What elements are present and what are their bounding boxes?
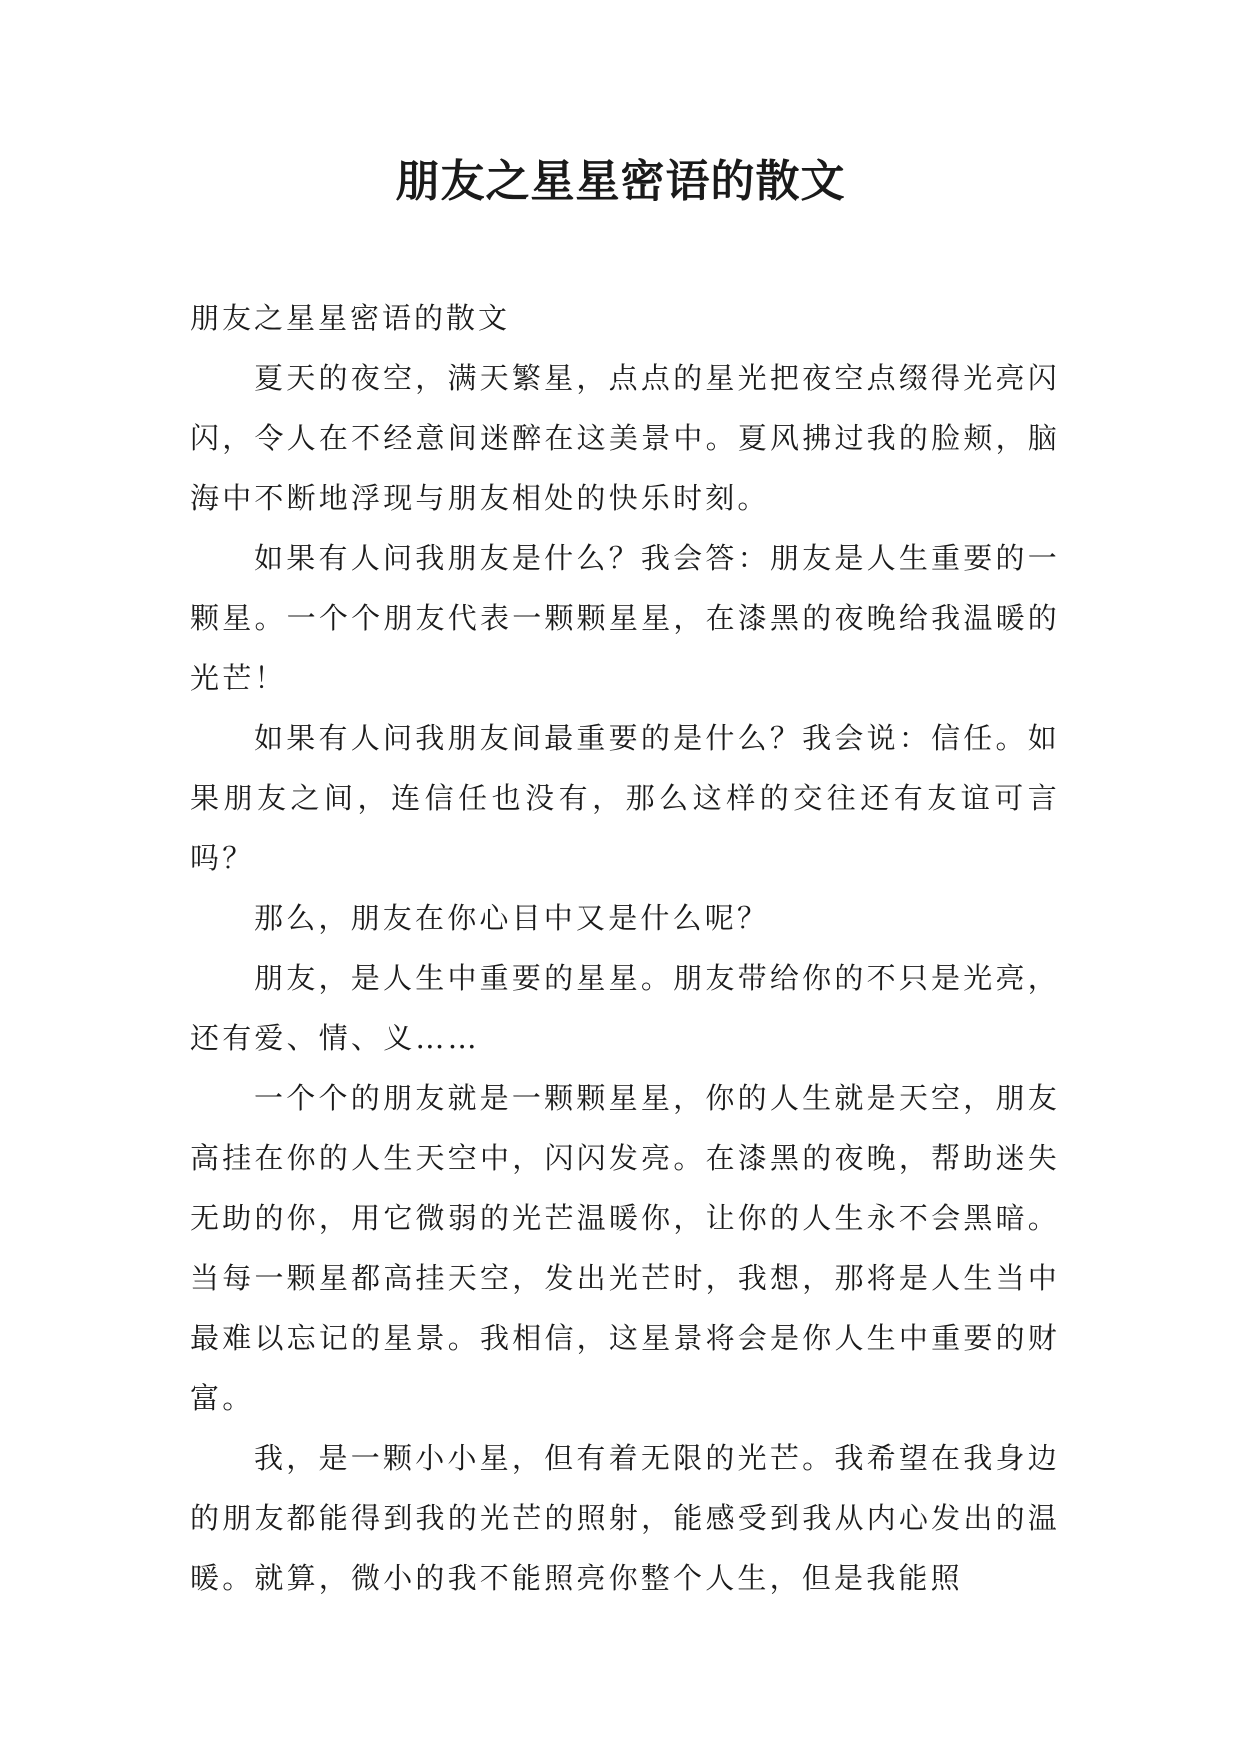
- paragraph-3: 如果有人问我朋友间最重要的是什么？我会说：信任。如果朋友之间，连信任也没有，那么这样的交往还有友谊可言吗？: [190, 721, 1060, 875]
- paragraph-5: 朋友，是人生中重要的星星。朋友带给你的不只是光亮，还有爱、情、义……: [190, 961, 1060, 1055]
- paragraph-2: 如果有人问我朋友是什么？我会答：朋友是人生重要的一颗星。一个个朋友代表一颗颗星星，在漆黑的夜晚给我温暖的光芒！: [190, 541, 1060, 695]
- paragraph-1: 夏天的夜空，满天繁星，点点的星光把夜空点缀得光亮闪闪，令人在不经意间迷醉在这美景中。夏风拂过我的脸颊，脑海中不断地浮现与朋友相处的快乐时刻。: [190, 361, 1060, 515]
- paragraph-6: 一个个的朋友就是一颗颗星星，你的人生就是天空，朋友高挂在你的人生天空中，闪闪发亮。在漆黑的夜晚，帮助迷失无助的你，用它微弱的光芒温暖你，让你的人生永不会黑暗。当每一颗星都高挂天空，发出光芒时，我想，那将是人生当中最难以忘记的星景。我相信，这星景将会是你人生中重要的财富。: [190, 1081, 1060, 1415]
- document-title: 朋友之星星密语的散文: [395, 156, 846, 207]
- document-subtitle: 朋友之星星密语的散文: [190, 301, 511, 335]
- paragraph-4: 那么，朋友在你心目中又是什么呢？: [254, 901, 770, 935]
- paragraph-7: 我，是一颗小小星，但有着无限的光芒。我希望在我身边的朋友都能得到我的光芒的照射，能感受到我从内心发出的温暖。就算，微小的我不能照亮你整个人生，但是我能照: [190, 1441, 1060, 1595]
- document-body: [190, 288, 1060, 1608]
